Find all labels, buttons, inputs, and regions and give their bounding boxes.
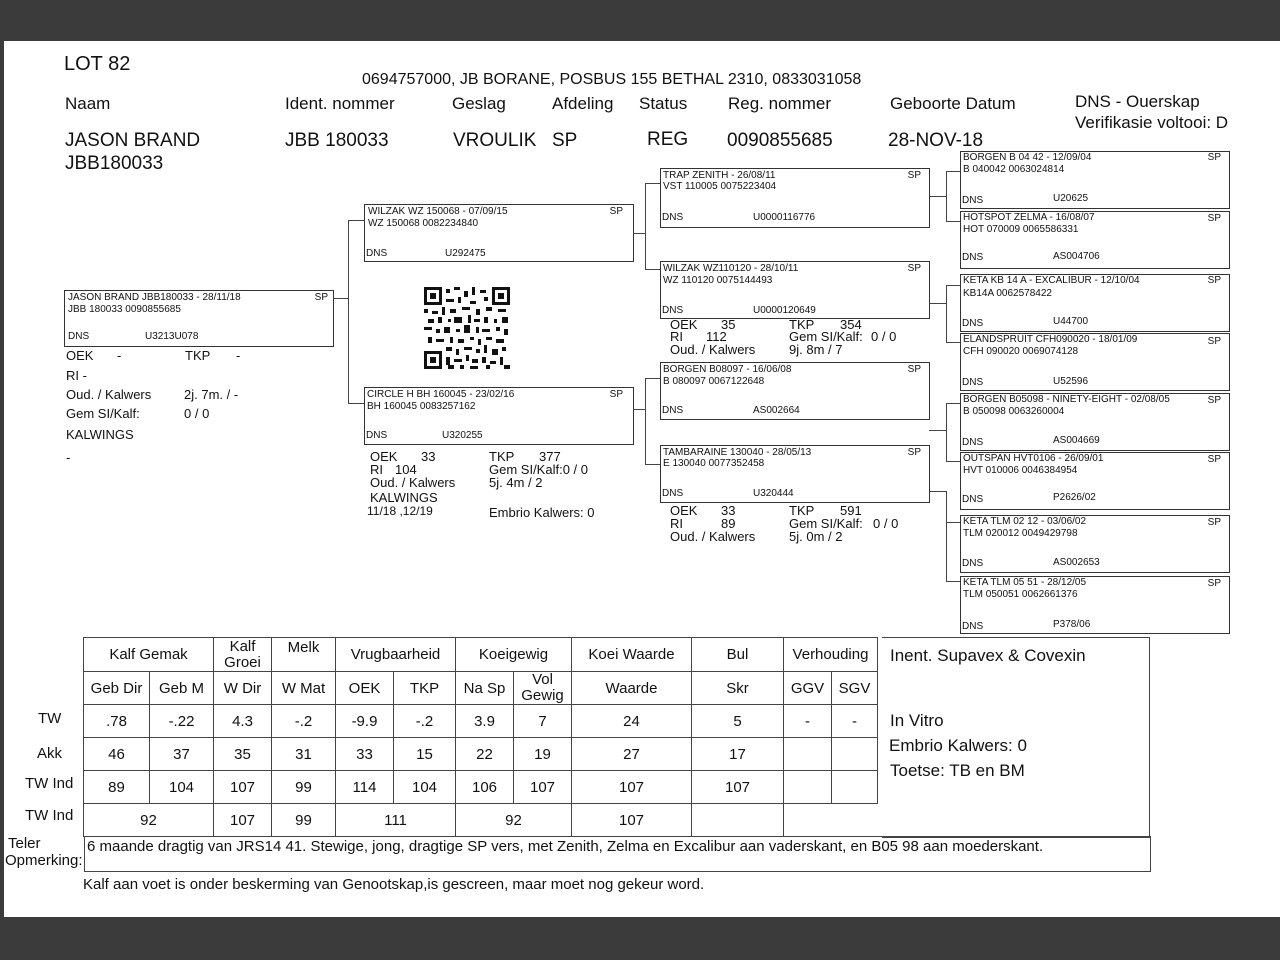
box-title: ELANDSPRUIT CFH090020 - 18/01/09: [963, 334, 1138, 345]
box-line2: HVT 010006 0046384954: [963, 465, 1078, 476]
connector: [348, 220, 364, 221]
box-sp: SP: [1207, 213, 1221, 224]
connector: [946, 491, 947, 581]
tw-cell: -: [832, 705, 878, 738]
tw-ind-cell: 107: [514, 771, 572, 804]
self-gem-value: 0 / 0: [184, 406, 210, 421]
box-dns: DNS: [962, 558, 984, 569]
box-title: KETA KB 14 A - EXCALIBUR - 12/10/04: [963, 275, 1140, 286]
row-label-tw-ind: TW Ind: [25, 775, 74, 792]
box-code: AS004706: [1053, 251, 1100, 262]
dam-ri: RI: [370, 462, 383, 477]
dam-oek: OEK: [370, 449, 398, 464]
subheader: Geb M: [150, 672, 214, 705]
subheader: Vol Gewig: [514, 672, 572, 705]
box-sp: SP: [609, 206, 623, 217]
connector: [946, 171, 960, 172]
akk-cell: 46: [84, 738, 150, 771]
gp-oek: OEK: [670, 503, 698, 518]
akk-cell: 22: [456, 738, 514, 771]
dam-gem: Gem SI/Kalf:0 / 0: [489, 462, 588, 477]
sire-box: [364, 204, 634, 262]
great-grandparent-box: [960, 452, 1230, 510]
grandparent-box: [660, 261, 930, 319]
connector: [946, 403, 947, 461]
tw-ind-group-cell: 92: [84, 804, 214, 837]
box-sp: SP: [609, 389, 623, 400]
row-label-tw-ind-2: TW Ind: [25, 807, 74, 824]
header-naam: Naam: [65, 94, 111, 113]
tw-cell: -: [784, 705, 832, 738]
box-sp: SP: [1207, 578, 1221, 589]
tw-ind-cell: 114: [336, 771, 394, 804]
subheader: Na Sp: [456, 672, 514, 705]
gp-tkp: TKP: [789, 317, 815, 332]
connector: [946, 221, 960, 222]
animal-status: REG: [647, 129, 689, 150]
great-grandparent-box: [960, 333, 1230, 391]
box-code: U320444: [753, 488, 794, 499]
gp-oud: Oud. / Kalwers: [670, 529, 756, 544]
box-dns: DNS: [662, 305, 684, 316]
remarks-text: 6 maande dragtig van JRS14 41. Stewige, jong, dragtige SP vers, met Zenith, Zelma en Excalibur aan vaderskant, en B05 98 aan moederskant.: [87, 838, 1044, 855]
tw-ind-group-cell: 92: [456, 804, 572, 837]
group-header-row: [84, 638, 878, 672]
connector: [929, 196, 946, 197]
notes-box: [882, 637, 1150, 838]
box-line2: JBB 180033 0090855685: [68, 304, 181, 315]
box-line2: E 130040 0077352458: [663, 458, 765, 469]
subheader: SGV: [832, 672, 878, 705]
connector: [348, 220, 349, 403]
box-dns: DNS: [962, 377, 984, 388]
akk-cell: [832, 738, 878, 771]
connector: [645, 378, 660, 379]
connector: [946, 461, 960, 462]
box-code: U20625: [1053, 193, 1089, 204]
gp-ri: RI: [670, 516, 683, 531]
box-dns: DNS: [962, 318, 984, 329]
gp-gem: Gem SI/Kalf:: [789, 516, 863, 531]
tw-ind-cell: 106: [456, 771, 514, 804]
connector: [645, 269, 660, 270]
box-line2: BH 160045 0083257162: [367, 401, 476, 412]
akk-cell: 37: [150, 738, 214, 771]
tw-cell: -.2: [394, 705, 456, 738]
gp-ri-value: 112: [706, 329, 727, 344]
row-label-akk: Akk: [37, 745, 63, 762]
box-title: KETA TLM 05 51 - 28/12/05: [963, 577, 1087, 588]
header-geslag: Geslag: [452, 94, 506, 113]
subheader: Geb Dir: [84, 672, 150, 705]
dam-oek-value: 33: [421, 449, 436, 464]
subheader: Skr: [692, 672, 784, 705]
gp-oek-value: 33: [721, 503, 736, 518]
tw-ind-cell: 104: [394, 771, 456, 804]
akk-cell: [784, 738, 832, 771]
box-sp: SP: [1207, 152, 1221, 163]
animal-naam: JASON BRAND: [65, 130, 201, 151]
gp-gem-value: 0 / 0: [873, 516, 899, 531]
gp-oek-value: 35: [721, 317, 736, 332]
connector: [645, 464, 660, 465]
tw-ind-group-cell: 111: [336, 804, 456, 837]
akk-cell: 31: [272, 738, 336, 771]
box-title: BORGEN B08097 - 16/06/08: [663, 364, 792, 375]
box-dns: DNS: [962, 195, 984, 206]
box-dns: DNS: [366, 248, 388, 259]
tw-cell: 7: [514, 705, 572, 738]
subheader: TKP: [394, 672, 456, 705]
box-title: KETA TLM 02 12 - 03/06/02: [963, 516, 1087, 527]
animal-geslag: VROULIK: [453, 130, 537, 151]
box-sp: SP: [907, 170, 921, 181]
box-sp: SP: [1207, 454, 1221, 465]
box-code: AS002653: [1053, 557, 1100, 568]
dam-kalwings-value: 11/18 ,12/19: [367, 504, 433, 518]
box-title: HOTSPOT ZELMA - 16/08/07: [963, 212, 1095, 223]
great-grandparent-box: [960, 151, 1230, 209]
gp-oud: Oud. / Kalwers: [670, 342, 756, 357]
box-dns: DNS: [662, 405, 684, 416]
box-line2: CFH 090020 0069074128: [963, 346, 1079, 357]
box-dns: DNS: [962, 494, 984, 505]
connector: [348, 403, 364, 404]
group-header: Bul: [692, 638, 784, 672]
box-code: P2626/02: [1053, 492, 1096, 503]
connector: [946, 403, 960, 404]
breeding-values-table: [83, 637, 878, 837]
dam-oud: Oud. / Kalwers: [370, 475, 456, 490]
box-title: WILZAK WZ110120 - 28/10/11: [663, 263, 799, 274]
connector: [946, 342, 960, 343]
connector: [645, 378, 646, 464]
gp-ri: RI: [670, 329, 683, 344]
note-invitro: In Vitro: [890, 711, 944, 730]
animal-naam2: JBB180033: [65, 153, 164, 174]
tw-cell: -9.9: [336, 705, 394, 738]
box-sp: SP: [907, 447, 921, 458]
dam-tkp-value: 377: [539, 449, 561, 464]
self-oek-value: -: [117, 348, 122, 363]
gp-gem: Gem SI/Kalf:: [789, 329, 863, 344]
box-dns: DNS: [366, 430, 388, 441]
box-line2: WZ 110120 0075144493: [663, 275, 773, 286]
box-title: TRAP ZENITH - 26/08/11: [663, 170, 776, 181]
box-line2: B 050098 0063260004: [963, 406, 1065, 417]
tw-ind-group-cell: 107: [214, 804, 272, 837]
box-code: U0000120649: [753, 305, 816, 316]
tw-cell: 3.9: [456, 705, 514, 738]
box-code: U44700: [1053, 316, 1089, 327]
group-header: Kalf Groei: [214, 638, 272, 672]
box-sp: SP: [1207, 517, 1221, 528]
box-title: BORGEN B 04 42 - 12/09/04: [963, 152, 1092, 163]
grandparent-box: [660, 445, 930, 503]
box-sp: SP: [907, 263, 921, 274]
self-ri: RI -: [66, 368, 87, 383]
tw-ind-cell: 107: [692, 771, 784, 804]
connector: [929, 303, 946, 304]
group-header: Koei Waarde: [572, 638, 692, 672]
lot-number: LOT 82: [64, 53, 131, 75]
tw-cell: 4.3: [214, 705, 272, 738]
box-title: JASON BRAND JBB180033 - 28/11/18: [68, 292, 241, 303]
box-title: WILZAK WZ 150068 - 07/09/15: [368, 206, 508, 217]
group-header: Kalf Gemak: [84, 638, 214, 672]
subheader: W Mat: [272, 672, 336, 705]
box-sp: SP: [1207, 395, 1221, 406]
tw-cell: -.2: [272, 705, 336, 738]
note-toetse: Toetse: TB en BM: [890, 761, 1025, 780]
box-sp: SP: [314, 292, 328, 303]
self-pedigree-box: [64, 290, 334, 347]
empty-cell: [784, 804, 878, 837]
tw-cell: 5: [692, 705, 784, 738]
box-line2: VST 110005 0075223404: [663, 181, 777, 192]
box-code: U3213U078: [145, 331, 199, 342]
tw-ind-cell: 99: [272, 771, 336, 804]
subheader: W Dir: [214, 672, 272, 705]
note-inent: Inent. Supavex & Covexin: [890, 646, 1086, 665]
header-afdeling: Afdeling: [552, 94, 614, 113]
gp-oud-value: 9j. 8m / 7: [789, 342, 843, 357]
box-line2: B 040042 0063024814: [963, 164, 1065, 175]
box-code: P378/06: [1053, 619, 1091, 630]
box-dns: DNS: [962, 621, 984, 632]
akk-cell: 27: [572, 738, 692, 771]
connector: [333, 298, 348, 299]
gp-tkp: TKP: [789, 503, 815, 518]
animal-geboorte: 28-NOV-18: [888, 130, 984, 151]
box-line2: B 080097 0067122648: [663, 376, 765, 387]
header-dns: DNS - Ouerskap: [1075, 92, 1200, 111]
dam-oud-value: 5j. 4m / 2: [489, 475, 543, 490]
akk-cell: 19: [514, 738, 572, 771]
box-sp: SP: [1207, 275, 1221, 286]
dam-box: [364, 387, 634, 445]
akk-cell: 17: [692, 738, 784, 771]
subheader-row: [84, 672, 878, 705]
tw-cell: .78: [84, 705, 150, 738]
self-oud: Oud. / Kalwers: [66, 387, 152, 402]
self-kalwings-value: -: [66, 450, 71, 465]
tw-ind-cell: 107: [572, 771, 692, 804]
group-header: Vrugbaarheid: [336, 638, 456, 672]
tw-ind-group-cell: [692, 804, 784, 837]
header-ident: Ident. nommer: [285, 94, 395, 113]
remarks-label-opmerking: Opmerking:: [5, 852, 83, 869]
header-verifikasie: Verifikasie voltooi: D: [1075, 113, 1229, 132]
animal-afdeling: SP: [552, 130, 578, 151]
self-kalwings: KALWINGS: [66, 427, 134, 442]
tw-ind-group-row: [84, 804, 878, 837]
tw-ind-cell: 89: [84, 771, 150, 804]
box-title: OUTSPAN HVT0106 - 26/09/01: [963, 453, 1104, 464]
box-line2: WZ 150068 0082234840: [368, 218, 479, 229]
dam-tkp: TKP: [489, 449, 515, 464]
connector: [645, 183, 660, 184]
note-embrio: Embrio Kalwers: 0: [889, 736, 1027, 755]
footer-note: Kalf aan voet is onder beskerming van Genootskap,is gescreen, maar moet nog gekeur word.: [83, 876, 705, 893]
great-grandparent-box: [960, 393, 1230, 451]
box-line2: TLM 050051 0062661376: [963, 589, 1078, 600]
self-tkp-value: -: [236, 348, 241, 363]
box-title: TAMBARAINE 130040 - 28/05/13: [663, 447, 812, 458]
akk-cell: 35: [214, 738, 272, 771]
animal-reg: 0090855685: [727, 130, 833, 151]
box-code: AS004669: [1053, 435, 1100, 446]
header-status: Status: [639, 94, 688, 113]
tw-ind-group-cell: 99: [272, 804, 336, 837]
subheader: OEK: [336, 672, 394, 705]
tw-ind-cell: [832, 771, 878, 804]
grandparent-box: [660, 168, 930, 228]
owner-info: 0694757000, JB BORANE, POSBUS 155 BETHAL 2310, 0833031058: [362, 71, 862, 88]
connector: [929, 491, 946, 492]
dam-ri-value: 104: [395, 462, 417, 477]
connector: [946, 581, 960, 582]
box-sp: SP: [907, 364, 921, 375]
connector: [929, 430, 946, 431]
great-grandparent-box: [960, 274, 1230, 332]
row-label-tw: TW: [38, 710, 62, 727]
connector: [645, 183, 646, 269]
header-reg: Reg. nommer: [728, 94, 831, 113]
self-oek: OEK: [66, 348, 94, 363]
tw-ind-group-cell: 107: [572, 804, 692, 837]
animal-ident: JBB 180033: [285, 130, 389, 151]
box-sp: SP: [1207, 336, 1221, 347]
tw-ind-cell: 107: [214, 771, 272, 804]
connector: [946, 285, 960, 286]
great-grandparent-box: [960, 515, 1230, 573]
box-dns: DNS: [68, 331, 90, 342]
grandparent-box: [660, 362, 930, 420]
group-header: Melk: [272, 638, 336, 672]
self-tkp: TKP: [185, 348, 211, 363]
box-dns: DNS: [962, 437, 984, 448]
box-code: U52596: [1053, 376, 1089, 387]
box-line2: KB14A 0062578422: [963, 288, 1052, 299]
remarks-box: [84, 836, 1151, 872]
tw-ind-row: [84, 771, 878, 804]
subheader: Waarde: [572, 672, 692, 705]
box-code: U292475: [445, 248, 486, 259]
gp-oek: OEK: [670, 317, 698, 332]
box-code: U320255: [442, 430, 483, 441]
gp-tkp-value: 354: [840, 317, 862, 332]
akk-cell: 15: [394, 738, 456, 771]
connector: [946, 171, 947, 221]
akk-cell: 33: [336, 738, 394, 771]
box-title: CIRCLE H BH 160045 - 23/02/16: [367, 389, 515, 400]
box-title: BORGEN B05098 - NINETY-EIGHT - 02/08/05: [963, 394, 1170, 405]
gp-tkp-value: 591: [840, 503, 862, 518]
tw-row: [84, 705, 878, 738]
gp-ri-value: 89: [721, 516, 736, 531]
group-header: Koeigewig: [456, 638, 572, 672]
subheader: GGV: [784, 672, 832, 705]
box-dns: DNS: [662, 212, 684, 223]
great-grandparent-box: [960, 211, 1230, 269]
tw-ind-cell: 104: [150, 771, 214, 804]
connector: [946, 522, 960, 523]
box-line2: HOT 070009 0065586331: [963, 224, 1079, 235]
gp-gem-value: 0 / 0: [871, 329, 897, 344]
dam-kalwings: KALWINGS: [370, 490, 438, 505]
box-code: U0000116776: [753, 212, 816, 223]
dam-embrio: Embrio Kalwers: 0: [489, 505, 595, 520]
tw-ind-cell: [784, 771, 832, 804]
great-grandparent-box: [960, 576, 1230, 634]
tw-cell: 24: [572, 705, 692, 738]
header-geboorte: Geboorte Datum: [890, 94, 1016, 113]
akk-row: [84, 738, 878, 771]
box-line2: TLM 020012 0049429798: [963, 528, 1078, 539]
box-dns: DNS: [962, 252, 984, 263]
connector: [946, 285, 947, 342]
group-header: Verhouding: [784, 638, 878, 672]
box-code: AS002664: [753, 405, 800, 416]
remarks-label-teler: Teler: [8, 835, 41, 852]
self-gem: Gem SI/Kalf:: [66, 406, 140, 421]
qr-code: [424, 287, 510, 369]
self-oud-value: 2j. 7m. / -: [184, 387, 239, 402]
gp-oud-value: 5j. 0m / 2: [789, 529, 843, 544]
tw-cell: -.22: [150, 705, 214, 738]
box-dns: DNS: [662, 488, 684, 499]
